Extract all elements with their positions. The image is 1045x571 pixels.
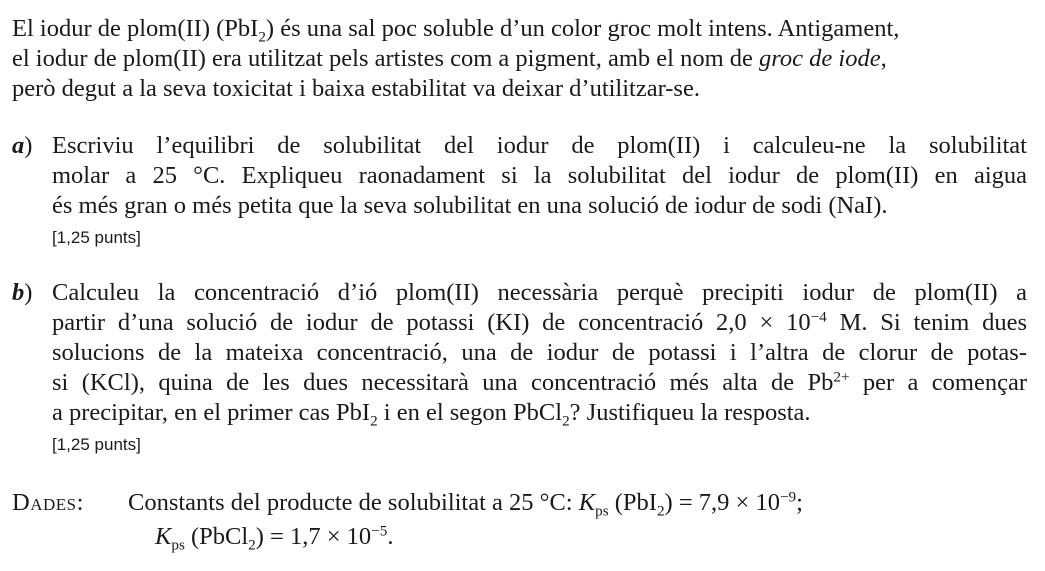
pigment-name: groc de iode xyxy=(759,45,881,72)
question-letter xyxy=(12,278,32,308)
k-symbol: K xyxy=(578,489,596,516)
text: (PbCl xyxy=(184,523,249,550)
text: partir d’una solució de iodur de potassi (KI) de concentració 2,0 × 10 xyxy=(52,309,811,336)
superscript: 2+ xyxy=(833,368,850,386)
text: a precipitar, en el primer cas PbI xyxy=(52,399,371,426)
data-line-1 xyxy=(12,486,1027,520)
question-b-line-1: Calculeu la concentració d’ió plom(II) necessària perquè precipiti iodur de plom(II) a xyxy=(52,279,1027,306)
intro-text: el iodur de plom(II) era utilitzat pels artistes com a pigment, amb el nom de xyxy=(12,45,760,72)
text: ) = 7,9 × 10 xyxy=(664,489,780,516)
text: M. Si tenim dues xyxy=(826,309,1028,336)
data-line-2 xyxy=(155,520,1027,554)
subscript: ps xyxy=(595,502,609,520)
intro-paragraph xyxy=(12,14,1027,104)
question-a-text xyxy=(52,131,1027,221)
superscript: −4 xyxy=(810,308,827,326)
question-a-line-2: molar a 25 °C. Expliqueu raonadament si la solubilitat del iodur de plom(II) en aigua xyxy=(52,162,1027,189)
text: per a començar xyxy=(849,369,1027,396)
intro-text: però degut a la seva toxicitat i baixa estabilitat va deixar d’utilitzar-se. xyxy=(12,75,700,102)
subscript: 2 xyxy=(562,412,570,430)
intro-text: ) és una sal poc soluble d’un color groc molt intens. Antigament, xyxy=(265,15,900,42)
intro-line-2 xyxy=(12,44,1027,74)
superscript: −9 xyxy=(779,488,797,506)
question-b-points: [1,25 punts] xyxy=(52,435,141,454)
letter-a: a xyxy=(12,132,25,159)
subscript: ps xyxy=(171,536,185,554)
subscript: 2 xyxy=(248,536,256,554)
subscript: 2 xyxy=(370,412,378,430)
question-a xyxy=(12,131,1027,249)
subscript: 2 xyxy=(258,28,266,46)
question-letter xyxy=(12,131,32,161)
text: (PbI xyxy=(608,489,657,516)
paren: ) xyxy=(24,279,33,306)
paren: ) xyxy=(24,132,33,159)
question-b-text xyxy=(52,278,1027,428)
question-b-line-2 xyxy=(52,308,1027,338)
question-a-line-1: Escriviu l’equilibri de solubilitat del iodur de plom(II) i calculeu-ne la solubilitat xyxy=(52,132,1027,159)
k-symbol: K xyxy=(155,523,172,550)
text: si (KCl), quina de les dues necessitarà una concentració més alta de Pb xyxy=(52,369,834,396)
text: . xyxy=(387,523,394,550)
question-b xyxy=(12,278,1027,456)
intro-text: , xyxy=(880,45,887,72)
subscript: 2 xyxy=(656,502,665,520)
intro-text: El iodur de plom(II) (PbI xyxy=(12,15,259,42)
text: ) = 1,7 × 10 xyxy=(255,523,372,550)
intro-line-3 xyxy=(12,74,1027,104)
text: ; xyxy=(796,489,803,516)
text: i en el segon PbCl xyxy=(377,399,563,426)
text: ? Justifiqueu la resposta. xyxy=(569,399,811,426)
letter-b: b xyxy=(12,279,25,306)
question-a-line-3: és més gran o més petita que la seva solubilitat en una solució de iodur de sodi (NaI). xyxy=(52,192,888,219)
superscript: −5 xyxy=(371,522,388,540)
question-b-line-3: solucions de la mateixa concentració, una de iodur de potassi i l’altra de clorur de potas- xyxy=(52,339,1027,366)
question-b-line-4 xyxy=(52,368,1027,398)
data-label: Dades: xyxy=(12,489,84,516)
text: Constants del producte de solubilitat a 25 °C: xyxy=(128,489,579,516)
question-a-points: [1,25 punts] xyxy=(52,228,141,247)
data-section xyxy=(12,486,1027,554)
intro-line-1 xyxy=(12,14,1027,44)
question-b-line-5 xyxy=(52,398,1027,428)
